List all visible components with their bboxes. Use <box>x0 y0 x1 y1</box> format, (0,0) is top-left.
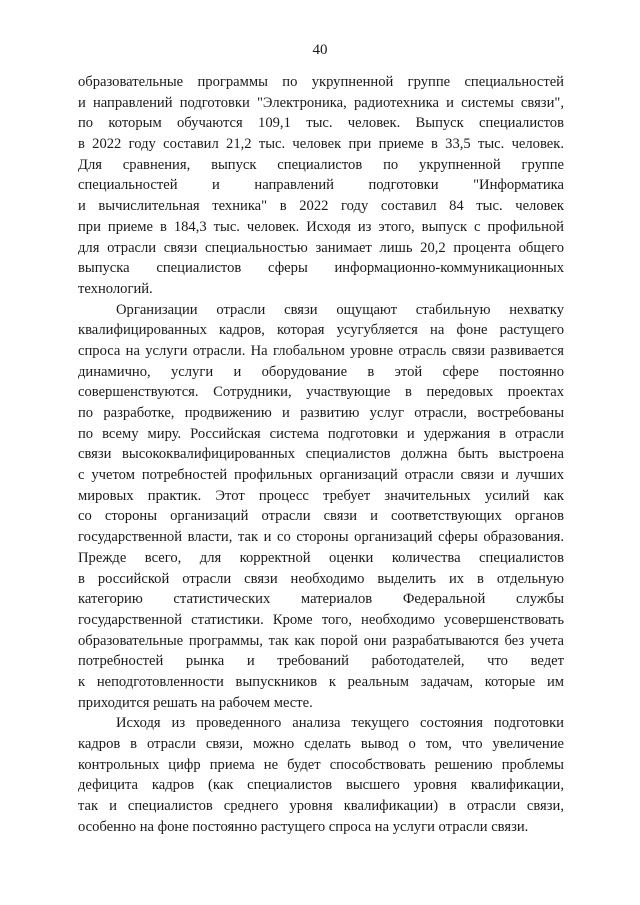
text-line: по всему миру. Российская система подготовки и удержания в отрасли <box>78 425 564 442</box>
text-line: по разработке, продвижению и развитию услуг отрасли, востребованы <box>78 405 564 421</box>
text-line: потребностей рынка и требований работодателей, что ведет <box>78 653 564 670</box>
text-line: квалифицированных кадров, которая усугубляется на фоне растущего <box>78 322 564 339</box>
text-line: дефицита кадров (как специалистов высшего уровня квалификации, <box>78 777 564 794</box>
text-line: образовательные программы по укрупненной группе специальностей <box>78 74 564 90</box>
text-line: и направлений подготовки "Электроника, радиотехника и системы связи", <box>78 94 564 111</box>
text-line: государственной статистики. Кроме того, необходимо усовершенствовать <box>78 611 564 628</box>
text-line: Прежде всего, для корректной оценки количества специалистов <box>78 549 564 566</box>
page-number: 40 <box>312 42 328 58</box>
text-line: по которым обучаются 109,1 тыс. человек. Выпуск специалистов <box>78 115 564 132</box>
text-line: спроса на услуги отрасли. На глобальном уровне отрасль связи развивается <box>78 342 564 359</box>
text-line: специальностей и направлений подготовки "Информатика <box>78 177 564 194</box>
text-line: при приеме в 184,3 тыс. человек. Исходя из этого, выпуск с профильной <box>78 218 564 235</box>
text-line: связи высококвалифицированных специалистов должна быть выстроена <box>78 446 564 463</box>
paragraph <box>78 72 564 300</box>
text-line: в российской отрасли связи необходимо выделить их в отдельную <box>78 570 564 587</box>
text-line: к неподготовленности выпускников к реальным задачам, которые им <box>78 673 564 690</box>
text-line: Для сравнения, выпуск специалистов по укрупненной группе <box>78 156 564 173</box>
text-line: со стороны организаций отрасли связи и соответствующих органов <box>78 508 564 525</box>
text-line: выпуска специалистов сферы информационно-коммуникационных <box>78 260 564 277</box>
text-line: государственной власти, так и со стороны организаций сферы образования. <box>78 529 564 546</box>
text-line: и вычислительная техника" в 2022 году составил 84 тыс. человек <box>78 198 564 215</box>
paragraph <box>78 300 564 714</box>
text-line: особенно на фоне постоянно растущего спроса на услуги отрасли связи. <box>78 818 529 835</box>
text-line: динамично, услуги и оборудование в этой сфере постоянно <box>78 363 564 380</box>
text-line: Исходя из проведенного анализа текущего состояния подготовки <box>116 715 564 732</box>
text-line: образовательные программы, так как порой они разрабатываются без учета <box>78 632 564 649</box>
text-line: кадров в отрасли связи, можно сделать вывод о том, что увеличение <box>78 736 564 752</box>
text-line: контрольных цифр приема не будет способствовать решению проблемы <box>78 756 564 773</box>
text-line: совершенствуются. Сотрудники, участвующие в передовых проектах <box>78 384 564 401</box>
body-text <box>78 72 564 837</box>
paragraph <box>78 713 564 837</box>
text-line: категорию статистических материалов Федеральной службы <box>78 591 564 608</box>
text-line: технологий. <box>78 280 153 297</box>
text-line: приходится решать на рабочем месте. <box>78 694 313 711</box>
text-line: в 2022 году составил 21,2 тыс. человек при приеме в 33,5 тыс. человек. <box>78 136 564 153</box>
text-line: для отрасли связи специальностью занимает лишь 20,2 процента общего <box>78 239 564 256</box>
text-line: мировых практик. Этот процесс требует значительных усилий как <box>78 487 564 504</box>
text-line: Организации отрасли связи ощущают стабильную нехватку <box>116 301 564 318</box>
text-line: так и специалистов среднего уровня квалификации) в отрасли связи, <box>78 798 564 815</box>
text-line: с учетом потребностей профильных организаций отрасли связи и лучших <box>78 467 564 484</box>
